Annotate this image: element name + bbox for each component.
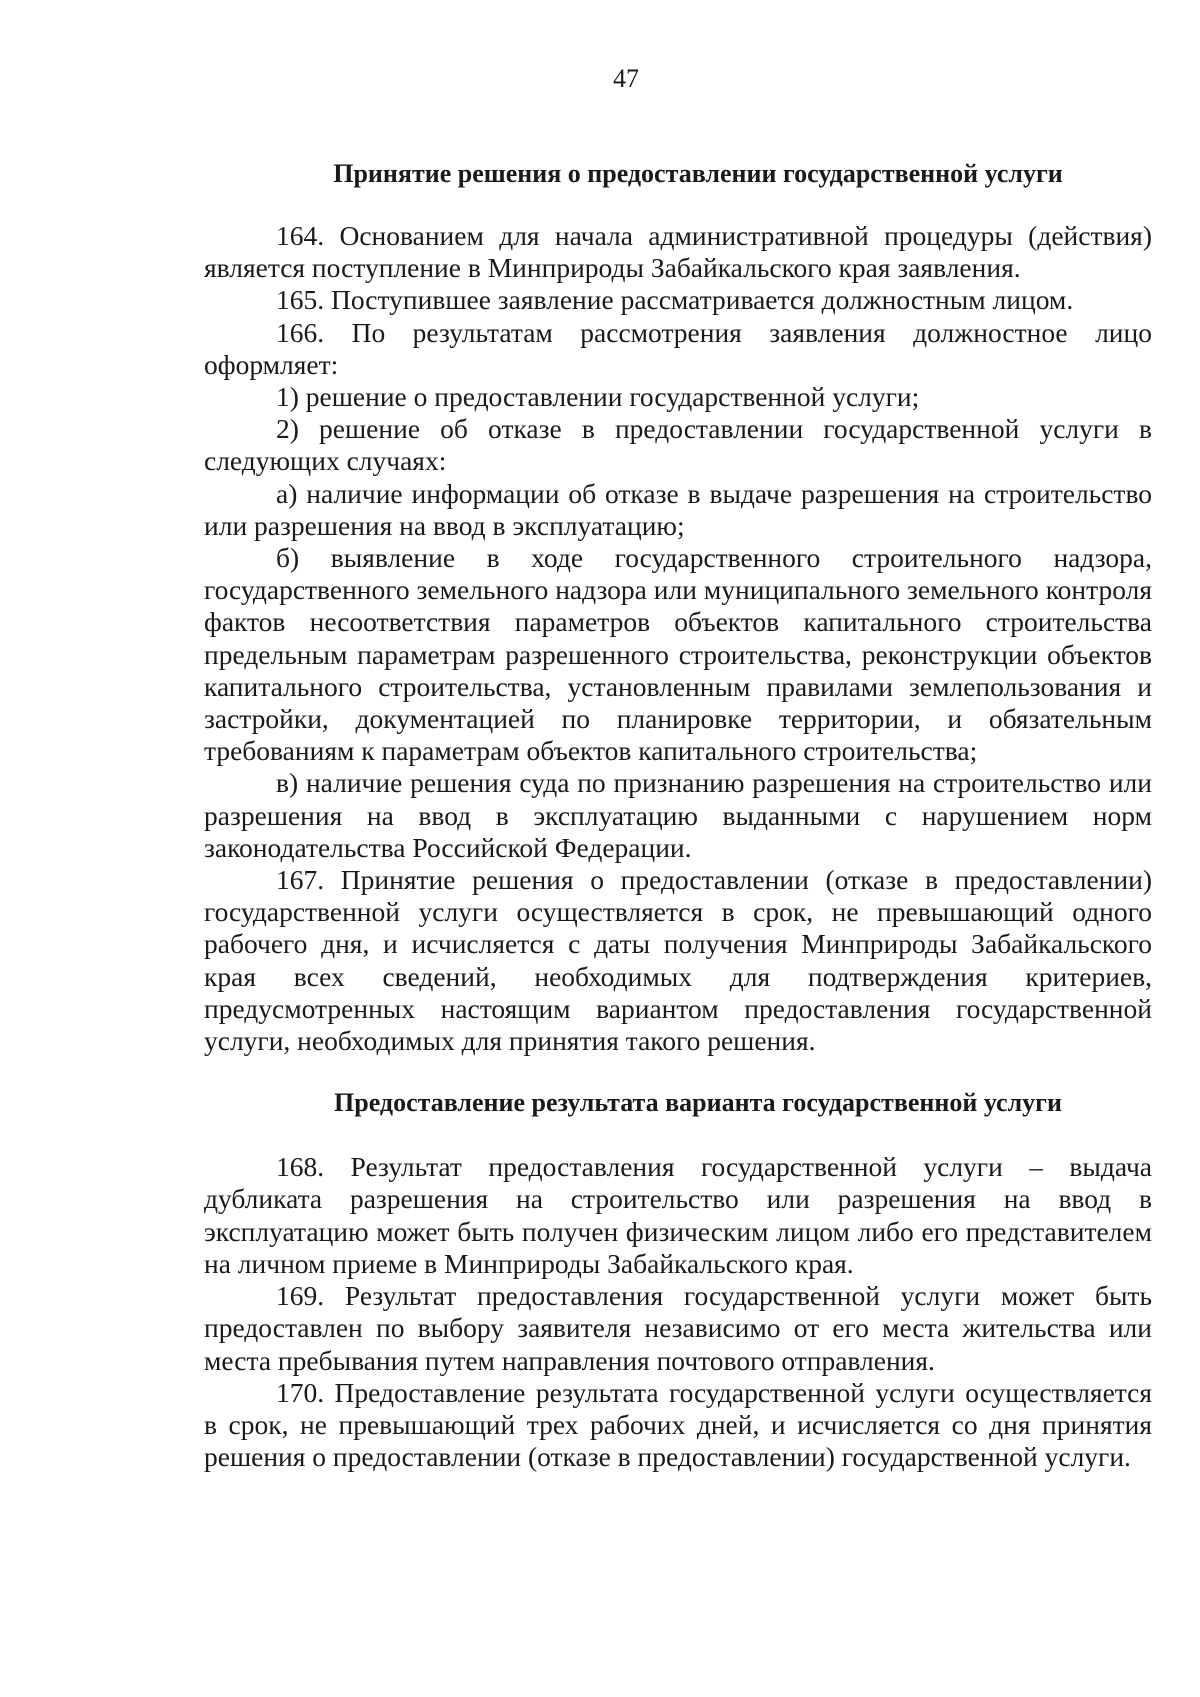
- sub-item-a: а) наличие информации об отказе в выдаче разрешения на строительство или разрешения на ввод в эксплуатацию;: [204, 477, 1152, 541]
- sub-item-b: б) выявление в ходе государственного строительного надзора, государственного земельного надзора или муниципального земельного контроля фактов несоответствия параметров объектов капитального строительства предельным параметрам разрешенного строительства, реконструкции объектов капитального строительства, установленным правилами землепользования и застройки, документацией по планировке территории, и обязательным требованиям к параметрам объектов капитального строительства;: [204, 542, 1152, 767]
- paragraph-165: 165. Поступившее заявление рассматривается должностным лицом.: [276, 284, 1074, 316]
- section-heading-result: Предоставление результата варианта государственной услуги: [334, 1088, 1062, 1118]
- page-number: 47: [613, 64, 639, 93]
- document-body: [204, 158, 1152, 1473]
- paragraph-166: 166. По результатам рассмотрения заявления должностное лицо оформляет:: [204, 316, 1152, 380]
- list-item-2: 2) решение об отказе в предоставлении государственной услуги в следующих случаях:: [204, 413, 1152, 477]
- paragraph-167: 167. Принятие решения о предоставлении (отказе в предоставлении) государственной услуги осуществляется в срок, не превышающий одного рабочего дня, и исчисляется с даты получения Минприроды Забайкальского края всех сведений, необходимых для подтверждения критериев, предусмотренных настоящим вариантом предоставления государственной услуги, необходимых для принятия такого решения.: [204, 864, 1152, 1057]
- paragraph-170: 170. Предоставление результата государственной услуги осуществляется в срок, не превышающий трех рабочих дней, и исчисляется со дня принятия решения о предоставлении (отказе в предоставлении) государственной услуги.: [204, 1376, 1152, 1473]
- list-item-1: 1) решение о предоставлении государственной услуги;: [276, 381, 920, 413]
- sub-item-v: в) наличие решения суда по признанию разрешения на строительство или разрешения на ввод в эксплуатацию выданными с нарушением норм законодательства Российской Федерации.: [204, 767, 1152, 863]
- paragraph-164: 164. Основанием для начала административной процедуры (действия) является поступление в Минприроды Забайкальского края заявления.: [204, 220, 1152, 284]
- section-heading-decision: Принятие решения о предоставлении государственной услуги: [333, 159, 1063, 188]
- paragraph-168: 168. Результат предоставления государственной услуги – выдача дубликата разрешения на строительство или разрешения на ввод в эксплуатацию может быть получен физическим лицом либо его представителем на личном приеме в Минприроды Забайкальского края.: [204, 1151, 1152, 1279]
- paragraph-169: 169. Результат предоставления государственной услуги может быть предоставлен по выбору заявителя независимо от его места жительства или места пребывания путем направления почтового отправления.: [204, 1280, 1152, 1376]
